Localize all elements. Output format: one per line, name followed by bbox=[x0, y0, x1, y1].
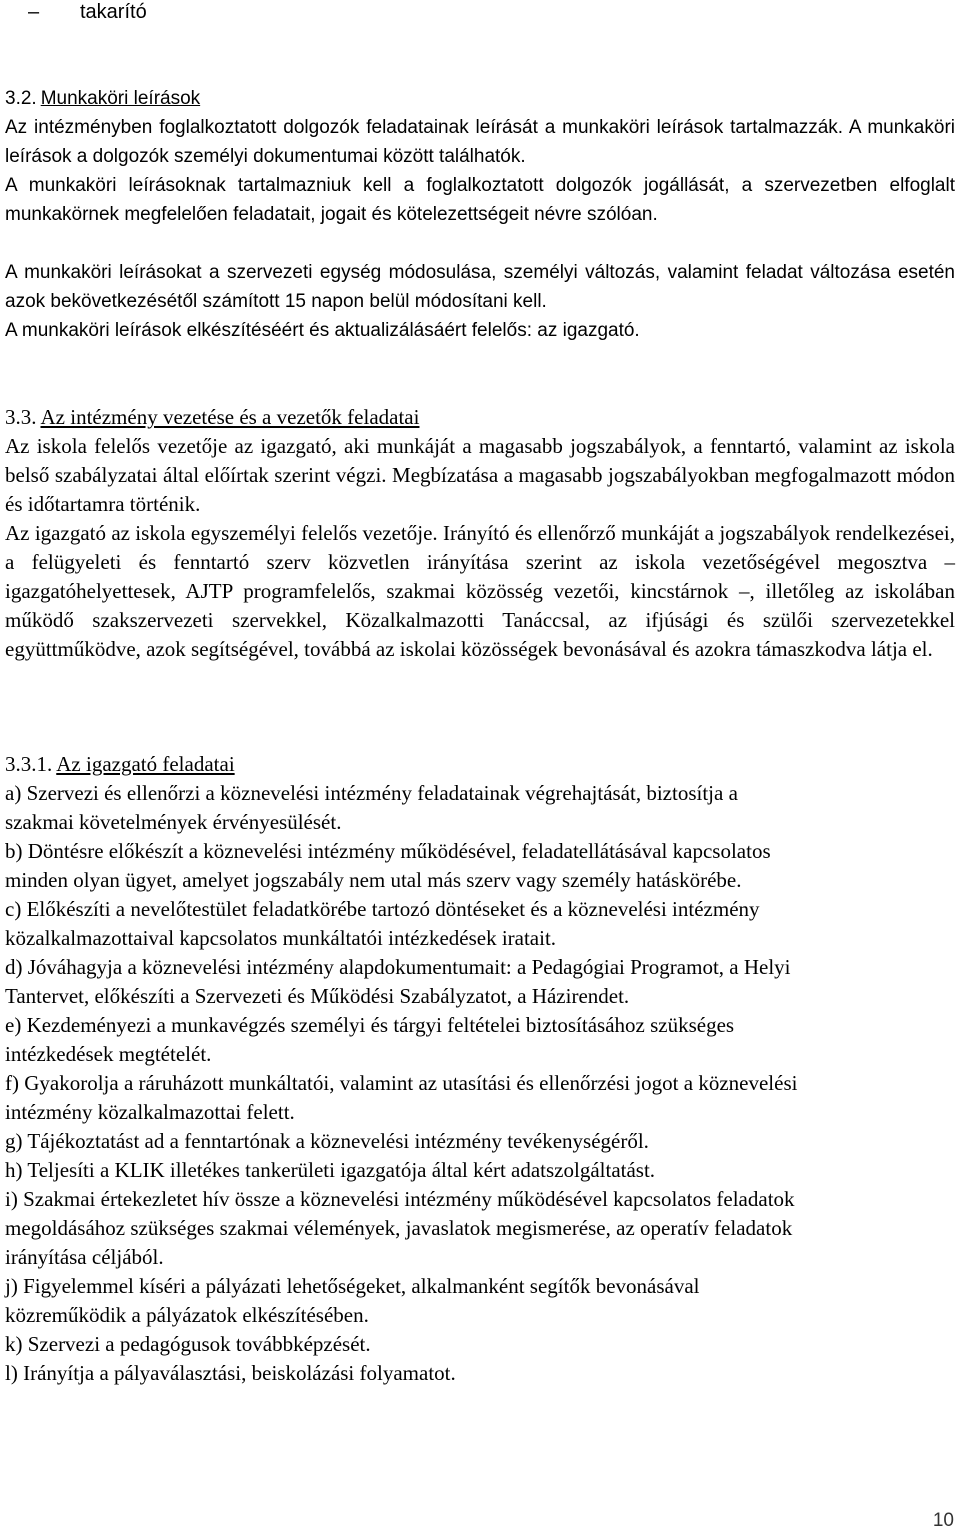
duty-line: irányítása céljából. bbox=[5, 1245, 164, 1269]
duty-line: intézmény közalkalmazottai felett. bbox=[5, 1100, 295, 1124]
dash-marker: – bbox=[28, 1, 40, 23]
duty-line: d) Jóváhagyja a köznevelési intézmény alapdokumentumait: a Pedagógiai Programot, a Helyi bbox=[5, 955, 791, 979]
duty-line: közreműködik a pályázatok elkészítésében. bbox=[5, 1303, 369, 1327]
section-number: 3.3. bbox=[5, 405, 37, 429]
bullet-text: takarító bbox=[80, 1, 147, 23]
section-3-2-paragraph-2: A munkaköri leírásoknak tartalmazniuk kell a foglalkoztatott dolgozók jogállását, a szervezetben elfoglalt munkakörnek megfelelően feladatait, jogait és kötelezettségeit névre szólóan. bbox=[5, 175, 955, 225]
duty-line: e) Kezdeményezi a munkavégzés személyi és tárgyi feltételei biztosításához szükséges bbox=[5, 1013, 735, 1037]
duty-line: k) Szervezi a pedagógusok továbbképzését. bbox=[5, 1332, 371, 1356]
section-3-3-heading bbox=[5, 403, 955, 432]
section-3-2-paragraph-4: A munkaköri leírások elkészítéséért és aktualizálásáért felelős: az igazgató. bbox=[5, 320, 640, 341]
section-number: 3.3.1. bbox=[5, 752, 53, 776]
duty-line: közalkalmazottaival kapcsolatos munkáltatói intézkedések iratait. bbox=[5, 926, 557, 950]
page-number: 10 bbox=[932, 1510, 954, 1531]
section-3-3-paragraph-2: Az igazgató az iskola egyszemélyi felelős vezetője. Irányító és ellenőrző munkáját a jogszabályok rendelkezései, a felügyeleti és fenntartó szerv közvetlen irányítása szerint az iskola vezetőségével megosztva – igazgatóhelyettesek, AJTP programfelelős, szakmai közösség vezetői, kincstárnok –, illetőleg az iskolában működő szakszervezeti szervekkel, Közalkalmazotti Tanáccsal, az ifjúsági és szülői szervezetekkel együttműködve, azok segítségével, továbbá az iskolai közösségek bevonásával és azokra támaszkodva látja el. bbox=[5, 521, 955, 661]
duty-line: h) Teljesíti a KLIK illetékes tankerületi igazgatója által kért adatszolgáltatást. bbox=[5, 1158, 656, 1182]
section-title: Munkaköri leírások bbox=[40, 88, 201, 109]
section-title: Az igazgató feladatai bbox=[56, 752, 235, 776]
duty-line: i) Szakmai értekezletet hív össze a köznevelési intézmény működésével kapcsolatos feladatok bbox=[5, 1187, 795, 1211]
duty-line: c) Előkészíti a nevelőtestület feladatkörébe tartozó döntéseket és a köznevelési intézmény bbox=[5, 897, 760, 921]
duty-line: Tantervet, előkészíti a Szervezeti és Működési Szabályzatot, a Házirendet. bbox=[5, 984, 630, 1008]
section-number: 3.2. bbox=[5, 88, 37, 109]
duty-line: g) Tájékoztatást ad a fenntartónak a köznevelési intézmény tevékenységéről. bbox=[5, 1129, 649, 1153]
section-3-2-paragraph-3: A munkaköri leírásokat a szervezeti egység módosulása, személyi változás, valamint feladat változása esetén azok bekövetkezésétől számított 15 napon belül módosítani kell. bbox=[5, 262, 955, 312]
duty-line: j) Figyelemmel kíséri a pályázati lehetőségeket, alkalmanként segítők bevonásával bbox=[5, 1274, 700, 1298]
section-3-2-heading bbox=[5, 84, 955, 113]
section-3-2-paragraph-1: Az intézményben foglalkoztatott dolgozók feladatainak leírását a munkaköri leírások tartalmazzák. A munkaköri leírások a dolgozók személyi dokumentumai között találhatók. bbox=[5, 117, 955, 167]
duty-line: intézkedések megtételét. bbox=[5, 1042, 212, 1066]
duty-line: minden olyan ügyet, amelyet jogszabály nem utal más szerv vagy személy hatáskörébe. bbox=[5, 868, 742, 892]
bullet-item bbox=[28, 0, 147, 27]
duty-line: l) Irányítja a pályaválasztási, beiskolázási folyamatot. bbox=[5, 1361, 456, 1385]
section-3-3-paragraph-1: Az iskola felelős vezetője az igazgató, aki munkáját a magasabb jogszabályok, a fenntartó, valamint az iskola belső szabályzatai által előírtak szerint végzi. Megbízatása a magasabb jogszabályokban megfogalmazott módon és időtartamra történik. bbox=[5, 434, 955, 516]
duty-line: szakmai követelmények érvényesülését. bbox=[5, 810, 342, 834]
section-title: Az intézmény vezetése és a vezetők feladatai bbox=[40, 405, 420, 429]
section-3-3-1-heading bbox=[5, 750, 955, 779]
duty-line: f) Gyakorolja a ráruházott munkáltatói, valamint az utasítási és ellenőrzési jogot a köznevelési bbox=[5, 1071, 798, 1095]
duty-line: megoldásához szükséges szakmai vélemények, javaslatok megismerése, az operatív feladatok bbox=[5, 1216, 793, 1240]
duties-list bbox=[5, 779, 955, 1388]
duty-line: a) Szervezi és ellenőrzi a köznevelési intézmény feladatainak végrehajtását, biztosítja a bbox=[5, 781, 738, 805]
duty-line: b) Döntésre előkészít a köznevelési intézmény működésével, feladatellátásával kapcsolatos bbox=[5, 839, 771, 863]
